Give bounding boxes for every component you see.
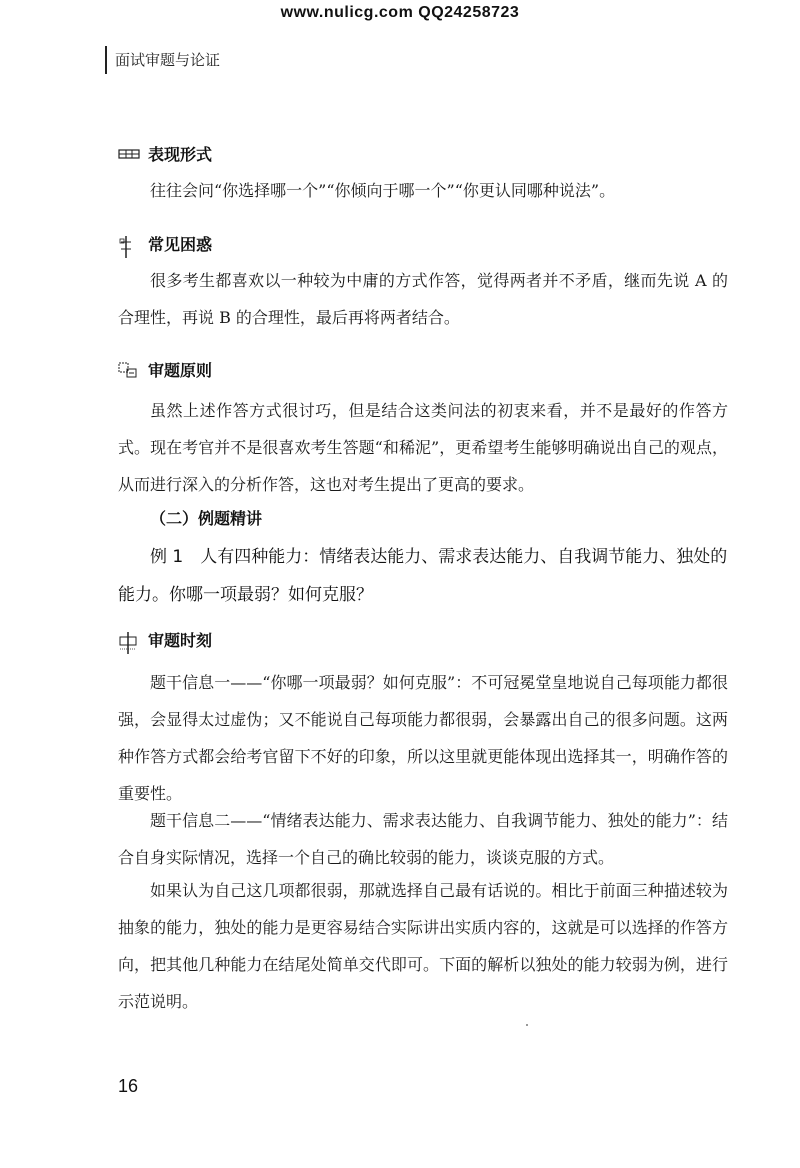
section-marker-icon — [118, 361, 140, 379]
section-heading-moment — [118, 628, 212, 651]
paragraph-moment-2: 题干信息二——“情绪表达能力、需求表达能力、自我调节能力、独处的能力”：结合自身实际情况，选择一个自己的确比较弱的能力，谈谈克服的方式。 — [118, 811, 728, 867]
page-number: 16 — [118, 1076, 139, 1096]
section-title: 审题时刻 — [148, 631, 213, 650]
paragraph-principle: 虽然上述作答方式很讨巧，但是结合这类问法的初衷来看，并不是最好的作答方式。现在考官并不是很喜欢考生答题“和稀泥”，更希望考生能够明确说出自己的观点，从而进行深入的分析作答，这也对考生提出了更高的要求。 — [118, 401, 728, 494]
paragraph-moment-3: 如果认为自己这几项都很弱，那就选择自己最有话说的。相比于前面三种描述较为抽象的能力，独处的能力是更容易结合实际讲出实质内容的，这就是可以选择的作答方向，把其他几种能力在结尾处简单交代即可。下面的解析以独处的能力较弱为例，进行示范说明。 — [118, 881, 728, 1011]
section-title: 表现形式 — [148, 145, 213, 164]
paragraph-confusion: 很多考生都喜欢以一种较为中庸的方式作答，觉得两者并不矛盾，继而先说 A 的合理性，再说 B 的合理性，最后再将两者结合。 — [118, 271, 728, 327]
section-marker-icon — [118, 145, 140, 163]
paragraph-form: 往往会问“你选择哪一个”“你倾向于哪一个”“你更认同哪种说法”。 — [150, 181, 616, 200]
scan-speck — [526, 1024, 528, 1026]
example-question: 例 1 人有四种能力：情绪表达能力、需求表达能力、自我调节能力、独处的能力。你哪一项最弱？如何克服？ — [118, 547, 728, 605]
section-heading-form — [118, 142, 212, 165]
running-head: 面试审题与论证 — [105, 46, 220, 74]
section-title: 审题原则 — [148, 361, 213, 380]
subsection-heading-example: （二）例题精讲 — [150, 509, 263, 528]
section-title: 常见困惑 — [148, 235, 213, 254]
paragraph-moment-1: 题干信息一——“你哪一项最弱？如何克服”：不可冠冕堂皇地说自己每项能力都很强，会显得太过虚伪；又不能说自己每项能力都很弱，会暴露出自己的很多问题。这两种作答方式都会给考官留下不好的印象，所以这里就更能体现出选择其一，明确作答的重要性。 — [118, 673, 728, 803]
section-heading-confusion — [118, 232, 212, 255]
section-marker-icon — [118, 631, 140, 649]
section-marker-icon — [118, 235, 140, 253]
section-heading-principle — [118, 358, 212, 381]
watermark: www.nulicg.com QQ24258723 — [280, 4, 520, 21]
